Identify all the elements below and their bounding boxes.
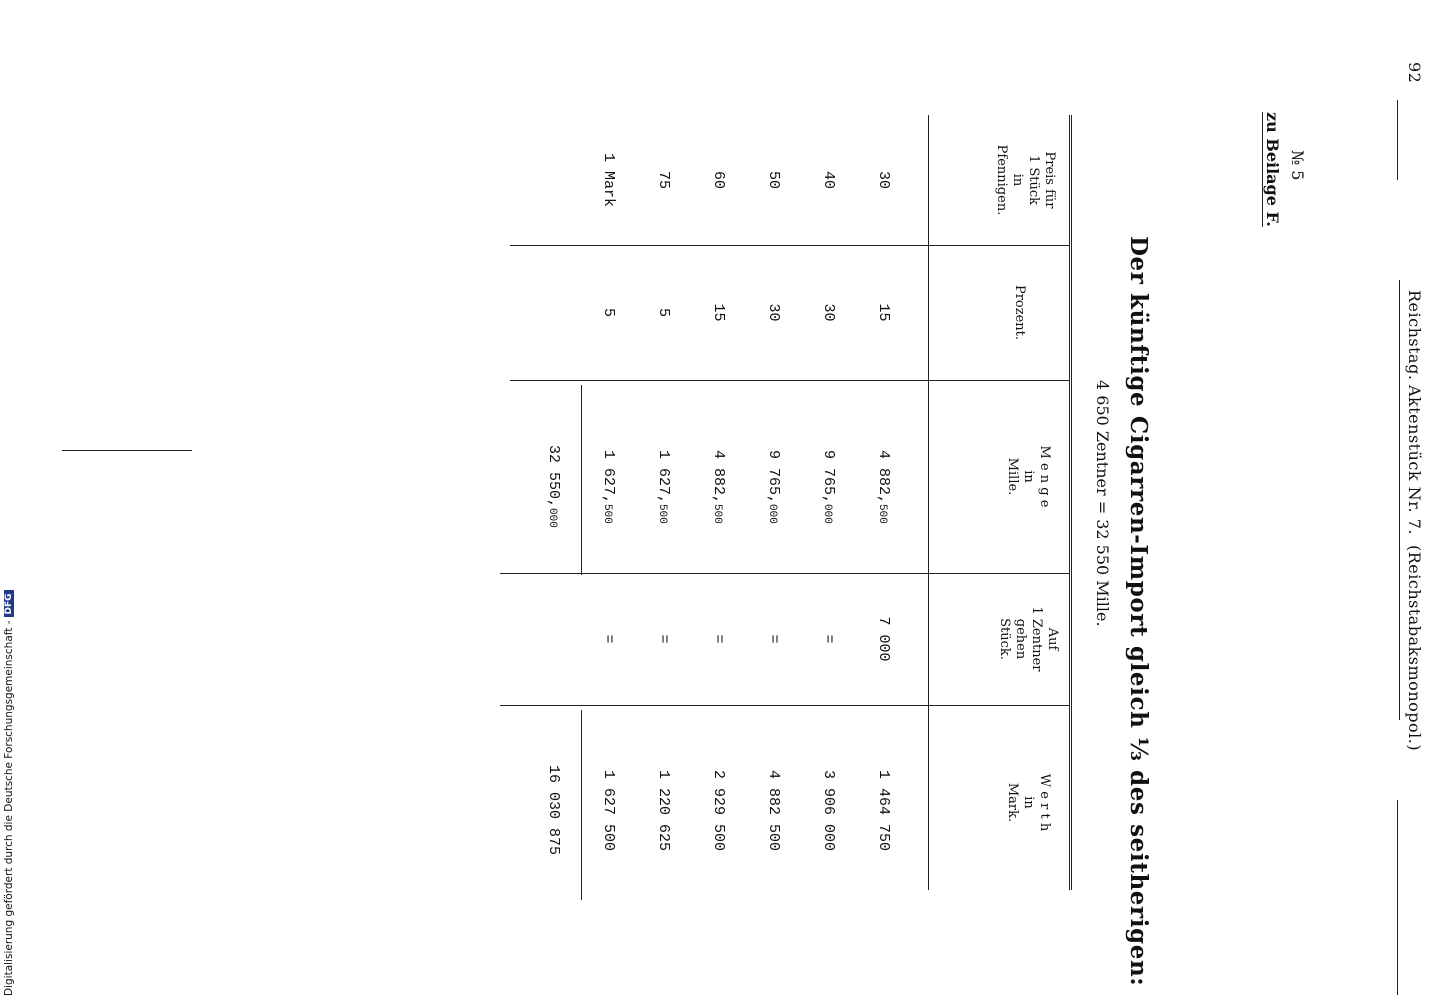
col-header-value: W e r t h in Mark. bbox=[1005, 773, 1052, 832]
row5-value: 1 220 625 bbox=[655, 770, 672, 852]
header-topic: (Reichstabaksmonopol.) bbox=[1405, 545, 1424, 752]
row1-price: 30 bbox=[875, 170, 892, 189]
row1-per-zentner: 7 000 bbox=[875, 616, 892, 662]
row3-per-zentner: = bbox=[765, 634, 782, 644]
row4-quantity: 4 882,500 bbox=[710, 450, 727, 524]
row6-percent: 5 bbox=[600, 307, 617, 317]
table-subtitle: 4 650 Zentner = 32 550 Mille. bbox=[1093, 380, 1112, 627]
row2-value: 3 906 000 bbox=[820, 770, 837, 852]
annex-label: zu Beilage F. bbox=[1263, 112, 1282, 227]
header-underline bbox=[1399, 280, 1400, 720]
table-header-rule bbox=[928, 115, 929, 890]
margin-mark bbox=[62, 450, 192, 451]
row6-quantity: 1 627,500 bbox=[600, 450, 617, 524]
scan-notice: Digitalisierung gefördert durch die Deutsche Forschungsgemeinschaft -DFG bbox=[3, 590, 15, 996]
row4-value: 2 929 500 bbox=[710, 770, 727, 852]
row2-quantity: 9 765,000 bbox=[820, 450, 837, 524]
header-rule-right bbox=[1397, 800, 1398, 995]
col-header-percent: Prozent. bbox=[1012, 284, 1027, 341]
row6-per-zentner: = bbox=[600, 634, 617, 644]
col-header-price: Preis für 1 Stück in Pfennigen. bbox=[994, 144, 1057, 216]
row3-value: 4 882 500 bbox=[765, 770, 782, 852]
col-header-quantity: M e n g e in Mille. bbox=[1005, 445, 1052, 508]
row5-price: 75 bbox=[655, 170, 672, 189]
table-col-divider-4 bbox=[500, 705, 1070, 706]
table-top-rule bbox=[1071, 115, 1072, 890]
table-top-rule-double bbox=[1069, 115, 1070, 890]
dfg-logo-icon: DFG bbox=[4, 590, 14, 617]
quantity-sum-rule bbox=[581, 385, 582, 575]
annex-number: № 5 bbox=[1288, 150, 1307, 181]
header-reference: Aktenstück Nr. 7. bbox=[1405, 385, 1424, 535]
row5-percent: 5 bbox=[655, 307, 672, 317]
col-header-per-zentner: Auf 1 Zentner gehen Stück. bbox=[997, 606, 1060, 672]
row1-value: 1 464 750 bbox=[875, 770, 892, 852]
value-sum-rule bbox=[581, 710, 582, 900]
row6-value: 1 627 500 bbox=[600, 770, 617, 852]
row2-percent: 30 bbox=[820, 303, 837, 322]
total-quantity: 32 550,000 bbox=[545, 445, 562, 528]
row4-price: 60 bbox=[710, 170, 727, 189]
total-value: 16 030 875 bbox=[545, 765, 562, 856]
row6-price: 1 Mark bbox=[600, 152, 617, 207]
row2-price: 40 bbox=[820, 170, 837, 189]
row2-per-zentner: = bbox=[820, 634, 837, 644]
table-col-divider-1 bbox=[510, 245, 1070, 246]
row4-per-zentner: = bbox=[710, 634, 727, 644]
table-col-divider-2 bbox=[510, 380, 1070, 381]
table-title: Der künftige Cigarren-Import gleich ⅓ des seitherigen: bbox=[1125, 236, 1152, 987]
row5-quantity: 1 627,500 bbox=[655, 450, 672, 524]
header-source: Reichstag. bbox=[1405, 290, 1424, 381]
row3-quantity: 9 765,000 bbox=[765, 450, 782, 524]
row3-percent: 30 bbox=[765, 303, 782, 322]
row4-percent: 15 bbox=[710, 303, 727, 322]
header-rule-short bbox=[1397, 100, 1398, 180]
row3-price: 50 bbox=[765, 170, 782, 189]
page-number: 92 bbox=[1405, 62, 1424, 84]
table-col-divider-3 bbox=[500, 573, 1070, 574]
row5-per-zentner: = bbox=[655, 634, 672, 644]
row1-quantity: 4 882,500 bbox=[875, 450, 892, 524]
row1-percent: 15 bbox=[875, 303, 892, 322]
